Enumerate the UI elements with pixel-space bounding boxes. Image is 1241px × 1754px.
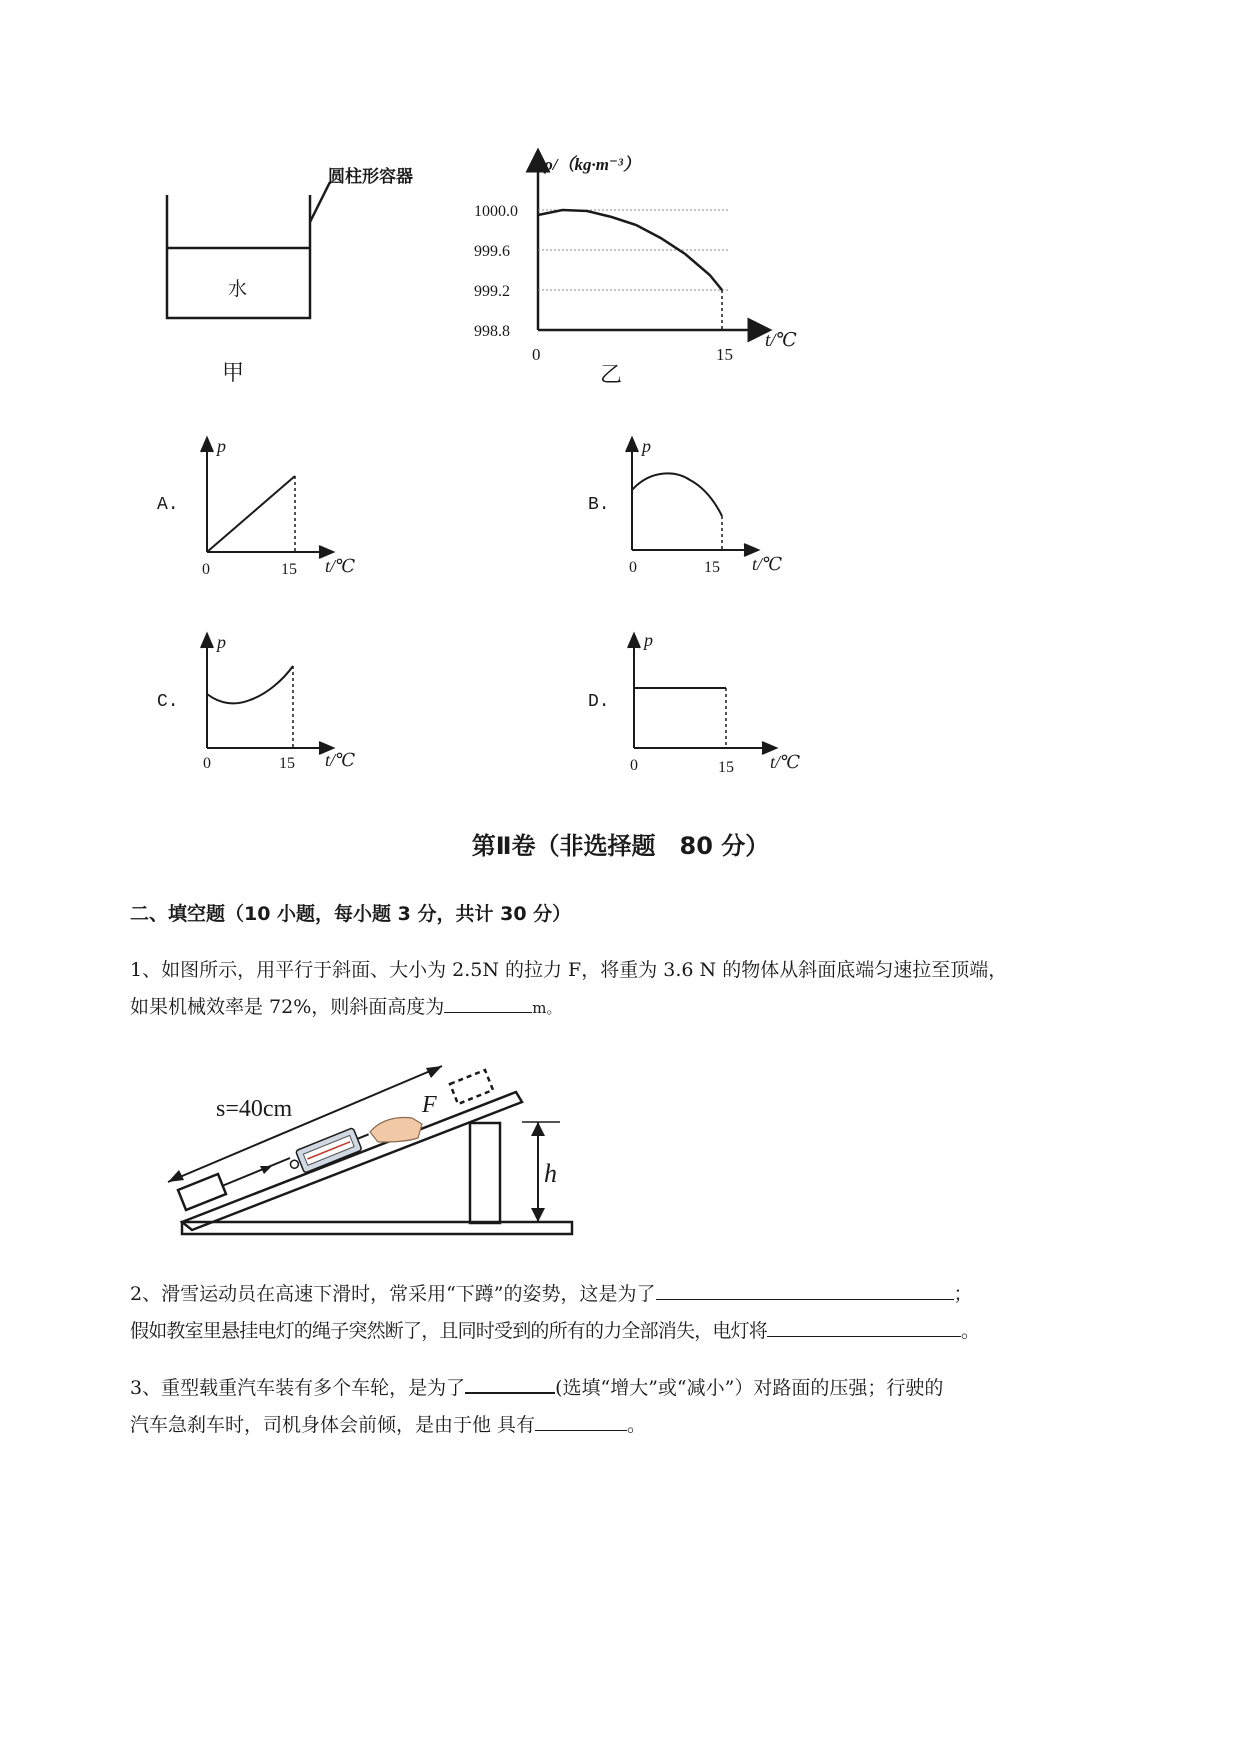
tick-15: 15 xyxy=(281,561,297,578)
water-label: 水 xyxy=(228,279,248,300)
series-curve xyxy=(207,666,293,703)
q3-line-1-text: 3、重型载重汽车装有多个车轮，是为了 xyxy=(130,1377,466,1399)
q3-line-1 xyxy=(130,1370,1130,1407)
section-subtitle: 二、填空题（10 小题，每小题 3 分，共计 30 分） xyxy=(130,903,572,925)
q3-answer-blank-1[interactable] xyxy=(465,1391,555,1394)
yi-y-tick-label: 998.8 xyxy=(474,323,510,340)
s-arrow-head-bottom xyxy=(168,1170,184,1182)
q2-line-1-text: 2、滑雪运动员在高速下滑时，常采用“下蹲”的姿势，这是为了 xyxy=(130,1283,656,1305)
x-axis-label: t/℃ xyxy=(770,752,801,772)
q2-line-2 xyxy=(130,1313,1130,1350)
tick-15: 15 xyxy=(718,759,734,776)
q3-line-2-end: 。 xyxy=(627,1414,647,1436)
yi-x-tick-label: 15 xyxy=(716,345,733,364)
x-axis-label: t/℃ xyxy=(325,750,356,770)
series-line xyxy=(207,476,295,552)
support-post xyxy=(470,1123,500,1223)
option-a-label[interactable]: A. xyxy=(157,495,179,515)
section-title: 第Ⅱ卷（非选择题 80 分） xyxy=(471,832,770,860)
q3-line-2-text: 汽车急刹车时，司机身体会前倾，是由于他 具有 xyxy=(130,1414,536,1436)
q2-line-1 xyxy=(130,1276,1130,1313)
axes xyxy=(201,634,333,754)
container-label: 圆柱形容器 xyxy=(328,167,413,186)
yi-x-axis-label: t/℃ xyxy=(765,330,797,351)
f-label: F xyxy=(422,1092,437,1118)
q3-line-1-rest: (选填“增大”或“减小”）对路面的压强；行驶的 xyxy=(555,1377,944,1399)
tick-15: 15 xyxy=(704,559,720,576)
tick-0: 0 xyxy=(630,757,638,774)
y-axis-label: p xyxy=(217,436,226,456)
tick-15: 15 xyxy=(279,755,295,772)
s-label: s=40cm xyxy=(216,1096,293,1122)
yi-x-tick-label: 0 xyxy=(532,345,541,364)
h-label: h xyxy=(544,1159,557,1188)
q2-line-1-end: ； xyxy=(953,1283,973,1305)
yi-tick-labels xyxy=(474,203,733,364)
figure-jia xyxy=(150,150,450,400)
tick-0: 0 xyxy=(629,559,637,576)
h-arrow-head-top xyxy=(531,1122,545,1136)
option-b-label[interactable]: B. xyxy=(588,495,610,515)
q2-line-2-text: 假如教室里悬挂电灯的绳子突然断了，且同时受到的所有的力全部消失，电灯将 xyxy=(130,1320,768,1342)
yi-y-axis-label: ρ/（kg·m⁻³） xyxy=(544,155,641,174)
yi-y-tick-label: 999.2 xyxy=(474,283,510,300)
ground-base xyxy=(182,1222,572,1234)
q3-line-2 xyxy=(130,1407,1130,1444)
option-c-label[interactable]: C. xyxy=(157,692,179,712)
q2-answer-blank-2[interactable] xyxy=(767,1335,961,1337)
block-at-top-dashed xyxy=(450,1070,493,1104)
tick-0: 0 xyxy=(202,561,210,578)
q1-answer-blank[interactable] xyxy=(444,1011,532,1013)
question-3 xyxy=(130,1370,1130,1444)
option-b-graph[interactable] xyxy=(620,430,795,585)
option-d-graph[interactable] xyxy=(620,628,815,788)
caption-yi: 乙 xyxy=(600,362,623,387)
q2-answer-blank-1[interactable] xyxy=(656,1298,954,1300)
spring-scale xyxy=(286,1123,373,1177)
tick-0: 0 xyxy=(203,755,211,772)
option-d-label[interactable]: D. xyxy=(588,692,610,712)
x-axis-label: t/℃ xyxy=(752,554,783,574)
yi-axes xyxy=(538,160,760,330)
block-on-incline xyxy=(178,1174,226,1210)
q1-line-1: 1、如图所示，用平行于斜面、大小为 2.5N 的拉力 F，将重为 3.6 N 的物体从斜面底端匀速拉至顶端， xyxy=(130,959,1008,981)
yi-gridlines xyxy=(538,210,728,290)
h-arrow-head-bottom xyxy=(531,1208,545,1222)
option-a-graph[interactable] xyxy=(195,430,370,585)
y-axis-label: p xyxy=(642,436,651,456)
series-curve xyxy=(632,473,722,516)
yi-y-tick-label: 1000.0 xyxy=(474,203,518,220)
option-c-graph[interactable] xyxy=(195,628,370,783)
axes xyxy=(628,634,776,754)
figure-yi-density-chart xyxy=(460,140,820,400)
hand-icon xyxy=(370,1118,422,1142)
q3-answer-blank-2[interactable] xyxy=(535,1429,627,1431)
q1-line-2-text: 如果机械效率是 72%，则斜面高度为 xyxy=(130,996,445,1018)
yi-y-tick-label: 999.6 xyxy=(474,243,510,260)
pull-cord xyxy=(222,1158,290,1186)
y-axis-label: p xyxy=(217,632,226,652)
s-arrow-head-top xyxy=(426,1066,442,1078)
incline-figure xyxy=(160,1050,600,1250)
y-axis-label: p xyxy=(644,630,653,650)
question-1 xyxy=(130,952,1120,1027)
q1-line-2 xyxy=(130,989,1120,1027)
caption-jia: 甲 xyxy=(222,360,245,385)
x-axis-label: t/℃ xyxy=(325,556,356,576)
question-2 xyxy=(130,1276,1130,1350)
yi-series xyxy=(538,210,722,330)
q1-unit: m。 xyxy=(532,999,562,1017)
q2-line-2-end: 。 xyxy=(961,1320,980,1342)
container-outline xyxy=(167,182,330,318)
